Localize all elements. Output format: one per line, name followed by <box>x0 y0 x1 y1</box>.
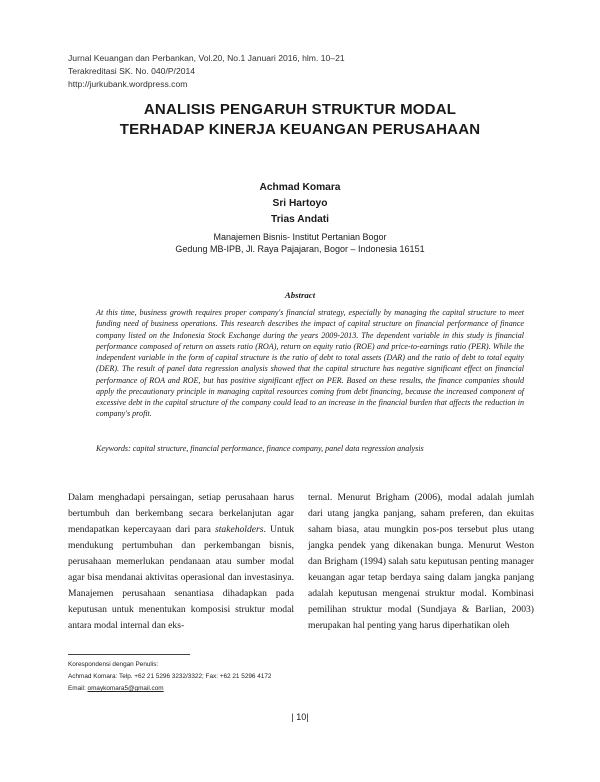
footnote-contact: Achmad Komara: Telp. +62 21 5296 3232/3322; Fax: +62 21 5296 4172 <box>68 673 272 680</box>
affiliation-line-1: Manajemen Bisnis- Institut Pertanian Bogor <box>213 232 387 242</box>
abstract-heading: Abstract <box>284 290 316 300</box>
journal-header <box>68 52 345 91</box>
paper-title <box>0 100 600 140</box>
body-column-right: ternal. Menurut Brigham (2006), modal adalah jumlah dari utang jangka panjang, saham preferen, dan ekuitas saham biasa, atau mungkin pos-pos tersebut plus utang jangka pendek yang dikenakan bunga. Menurut Weston dan Brigham (1994) salah satu keputusan penting manager keuangan agar tetap berdaya saing dalam jangka panjang adalah keputusan mengenai struktur modal. Kombinasi pemilihan struktur modal (Sundjaya & Barlian, 2003) merupakan hal penting yang harus diperhatikan oleh <box>308 492 534 632</box>
author-name: Sri Hartoyo <box>272 198 328 209</box>
affiliation-line-2: Gedung MB-IPB, Jl. Raya Pajajaran, Bogor – Indonesia 16151 <box>175 244 425 254</box>
footnote-email-label: Email: <box>68 685 88 692</box>
footnote-label: Korespondensi dengan Penulis: <box>68 661 159 668</box>
body-text: . Untuk mendukung pertumbuhan dan perkembangan bisnis, perusahaan memerlukan pendanaan atau sumber modal agar bisa mendanai aktivitas operasional dan investasinya. Manajemen perusahaan senantiasa dihadapkan pada keputusan untuk menentukan komposisi struktur modal antara modal internal dan eks- <box>68 524 295 632</box>
journal-citation: Jurnal Keuangan dan Perbankan, Vol.20, No.1 Januari 2016, hlm. 10–21 <box>68 53 345 63</box>
body-italic-term: stakeholders <box>215 524 264 536</box>
abstract-text: At this time, business growth requires proper company's financial strategy, especially by managing the capital structure to meet funding need of business operations. This research describes the impact of capital structure on financial performance of finance company listed on the Indonesia Stock Exchange during the years 2009-2013. The dependent variable in this study is financial performance composed of return on assets ratio (ROA), return on equity ratio (ROE) and price-to-earnings ratio (PER). While the independent variable in the form of capital structure is the ratio of debt to total assets (DAR) and the ratio of debt to total equity (DER). The result of panel data regression analysis showed that the capital structure has negative significant effect on financial performance of ROA and ROE, but has positive significant effect on PER. Based on these results, the finance companies should apply the precautionary principle in managing capital resources coming from debt financing, because the increased component of excessive debt in the capital structure of the company could lead to an increase in the financial burden that affects the reduction in company's profit. <box>96 308 524 419</box>
body-text: Dalam menghadapi persaingan, setiap perusahaan harus bertumbuh dan berkembang secara berkelanjutan agar mendapatkan kepercayaan dari para <box>68 492 294 536</box>
author-name: Trias Andati <box>271 214 329 225</box>
title-line-1: ANALISIS PENGARUH STRUKTUR MODAL <box>143 101 457 118</box>
author-name: Achmad Komara <box>259 182 341 193</box>
keywords: Keywords: capital structure, financial performance, finance company, panel data regression analysis <box>96 444 424 453</box>
footnote-email-line <box>68 684 164 693</box>
journal-accreditation: Terakreditasi SK. No. 040/P/2014 <box>68 66 196 76</box>
footnote-divider <box>68 654 190 655</box>
author-list <box>0 180 600 228</box>
affiliation <box>0 231 600 255</box>
footnote-email-link[interactable]: omaykomara5@gmail.com <box>87 685 164 692</box>
title-line-2: TERHADAP KINERJA KEUANGAN PERUSAHAAN <box>119 121 481 138</box>
journal-url[interactable]: http://jurkubank.wordpress.com <box>68 79 188 89</box>
body-column-left <box>68 490 294 634</box>
page-number: | 10| <box>291 712 309 722</box>
